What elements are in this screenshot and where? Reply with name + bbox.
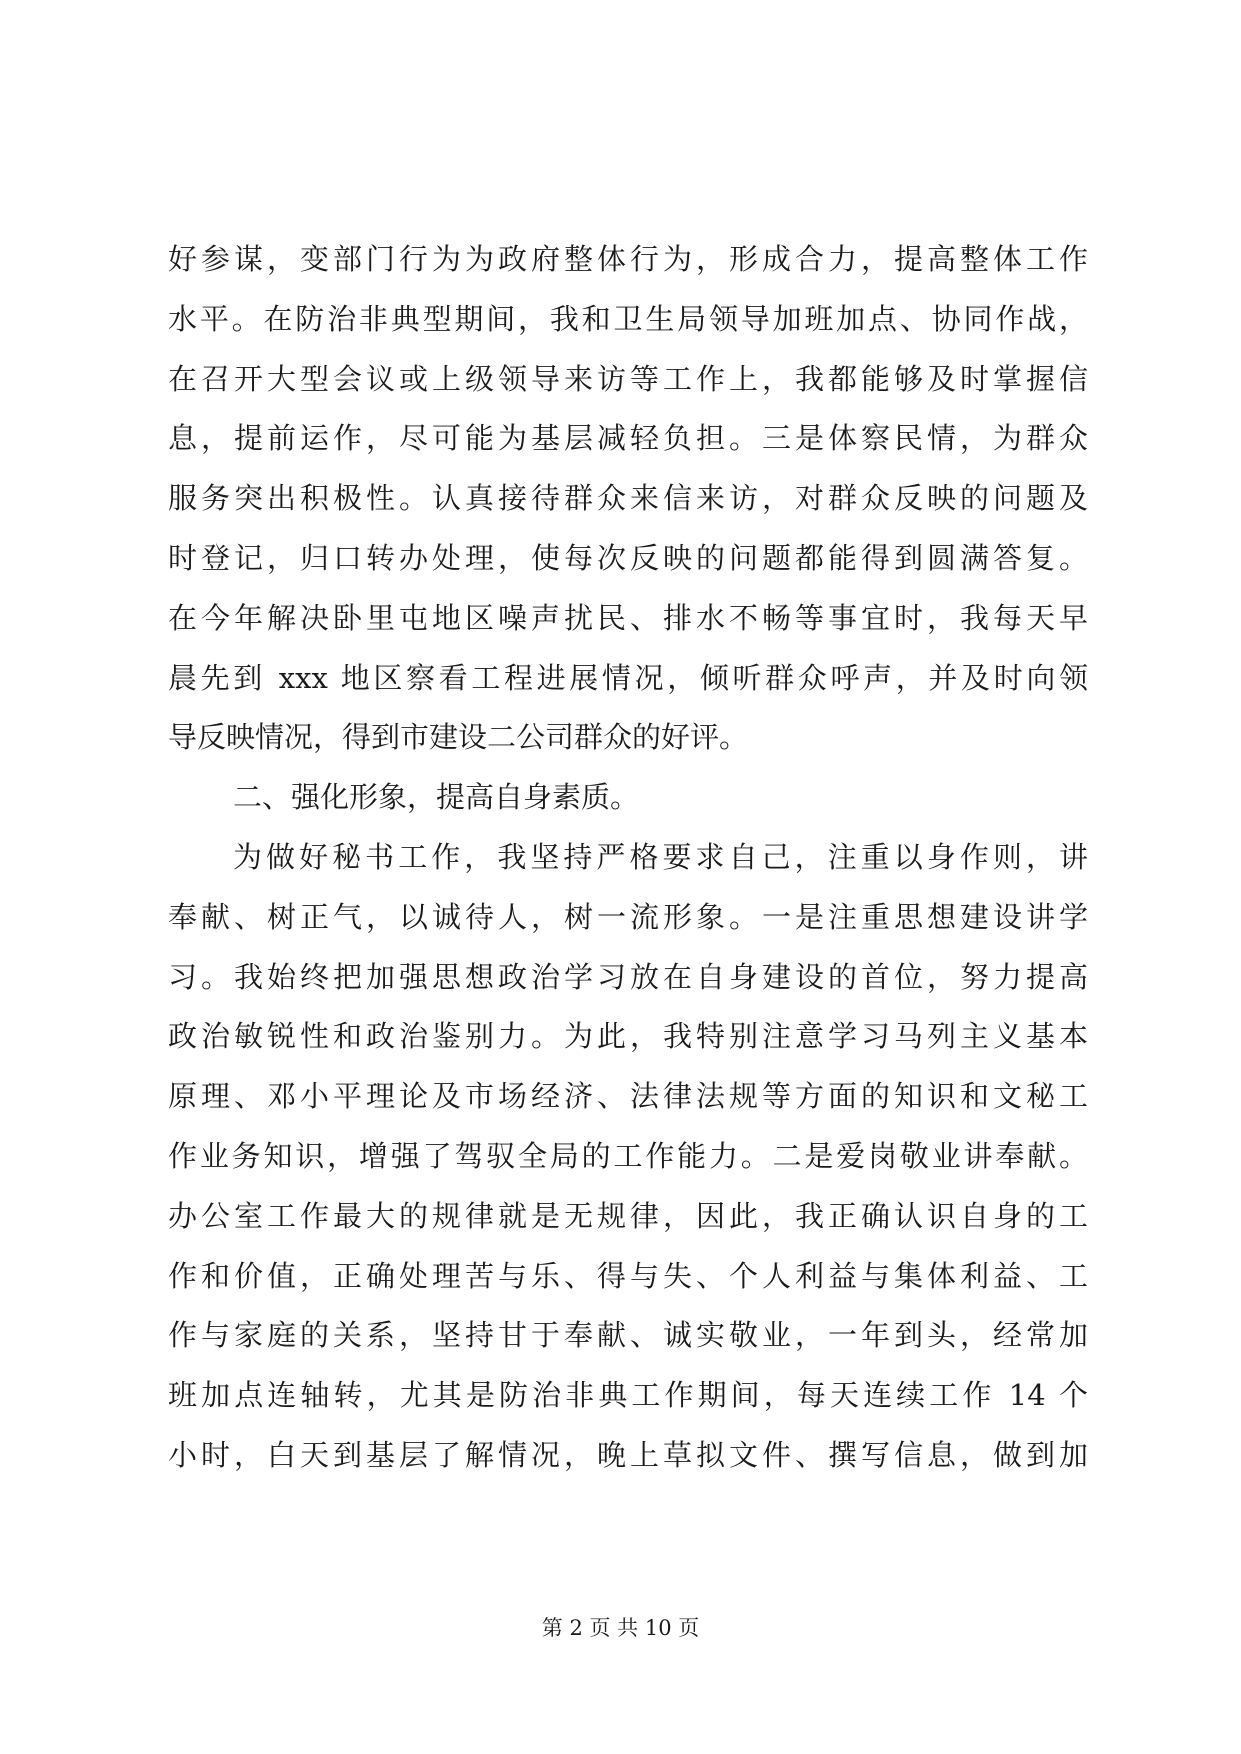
text-line: 作和价值，正确处理苦与乐、得与失、个人利益与集体利益、工 [168, 1258, 1088, 1293]
text-line: 办公室工作最大的规律就是无规律，因此，我正确认识自身的工 [168, 1198, 1088, 1233]
text-line: 为做好秘书工作，我坚持严格要求自己，注重以身作则，讲 [233, 839, 1088, 874]
text-line: 习。我始终把加强思想政治学习放在自身建设的首位，努力提高 [168, 959, 1088, 994]
text-line: 好参谋，变部门行为为政府整体行为，形成合力，提高整体工作 [168, 242, 1088, 276]
text-line: 在召开大型会议或上级领导来访等工作上，我都能够及时掌握信 [168, 361, 1088, 396]
text-line: 政治敏锐性和政治鉴别力。为此，我特别注意学习马列主义基本 [168, 1019, 1088, 1054]
text-line: 作与家庭的关系，坚持甘于奉献、诚实敬业，一年到头，经常加 [168, 1318, 1088, 1353]
text-line: 服务突出积极性。认真接待群众来信来访，对群众反映的问题及 [168, 481, 1088, 516]
text-line: 息，提前运作，尽可能为基层减轻负担。三是体察民情，为群众 [168, 421, 1088, 456]
text-line: 时登记，归口转办处理，使每次反映的问题都能得到圆满答复。 [168, 540, 1088, 575]
text-line: 班加点连轴转，尤其是防治非典工作期间，每天连续工作 14 个 [168, 1378, 1088, 1413]
text-line: 奉献、树正气，以诚待人，树一流形象。一是注重思想建设讲学 [168, 899, 1088, 934]
text-line: 导反映情况，得到市建设二公司群众的好评。 [168, 720, 749, 755]
text-line: 小时，白天到基层了解情况，晚上草拟文件、撰写信息，做到加 [168, 1437, 1088, 1472]
page-footer: 第 2 页 共 10 页 [541, 1616, 700, 1640]
text-line: 在今年解决卧里屯地区噪声扰民、排水不畅等事宜时，我每天早 [168, 600, 1088, 635]
text-line: 水平。在防治非典型期间，我和卫生局领导加班加点、协同作战， [168, 301, 1088, 336]
text-line: 作业务知识，增强了驾驭全局的工作能力。二是爱岗敬业讲奉献。 [168, 1138, 1088, 1173]
text-line: 晨先到 xxx 地区察看工程进展情况，倾听群众呼声，并及时向领 [168, 660, 1088, 695]
body-text [168, 230, 1088, 1486]
text-line: 原理、邓小平理论及市场经济、法律法规等方面的知识和文秘工 [168, 1079, 1088, 1114]
section-heading: 二、强化形象，提高自身素质。 [233, 780, 640, 815]
